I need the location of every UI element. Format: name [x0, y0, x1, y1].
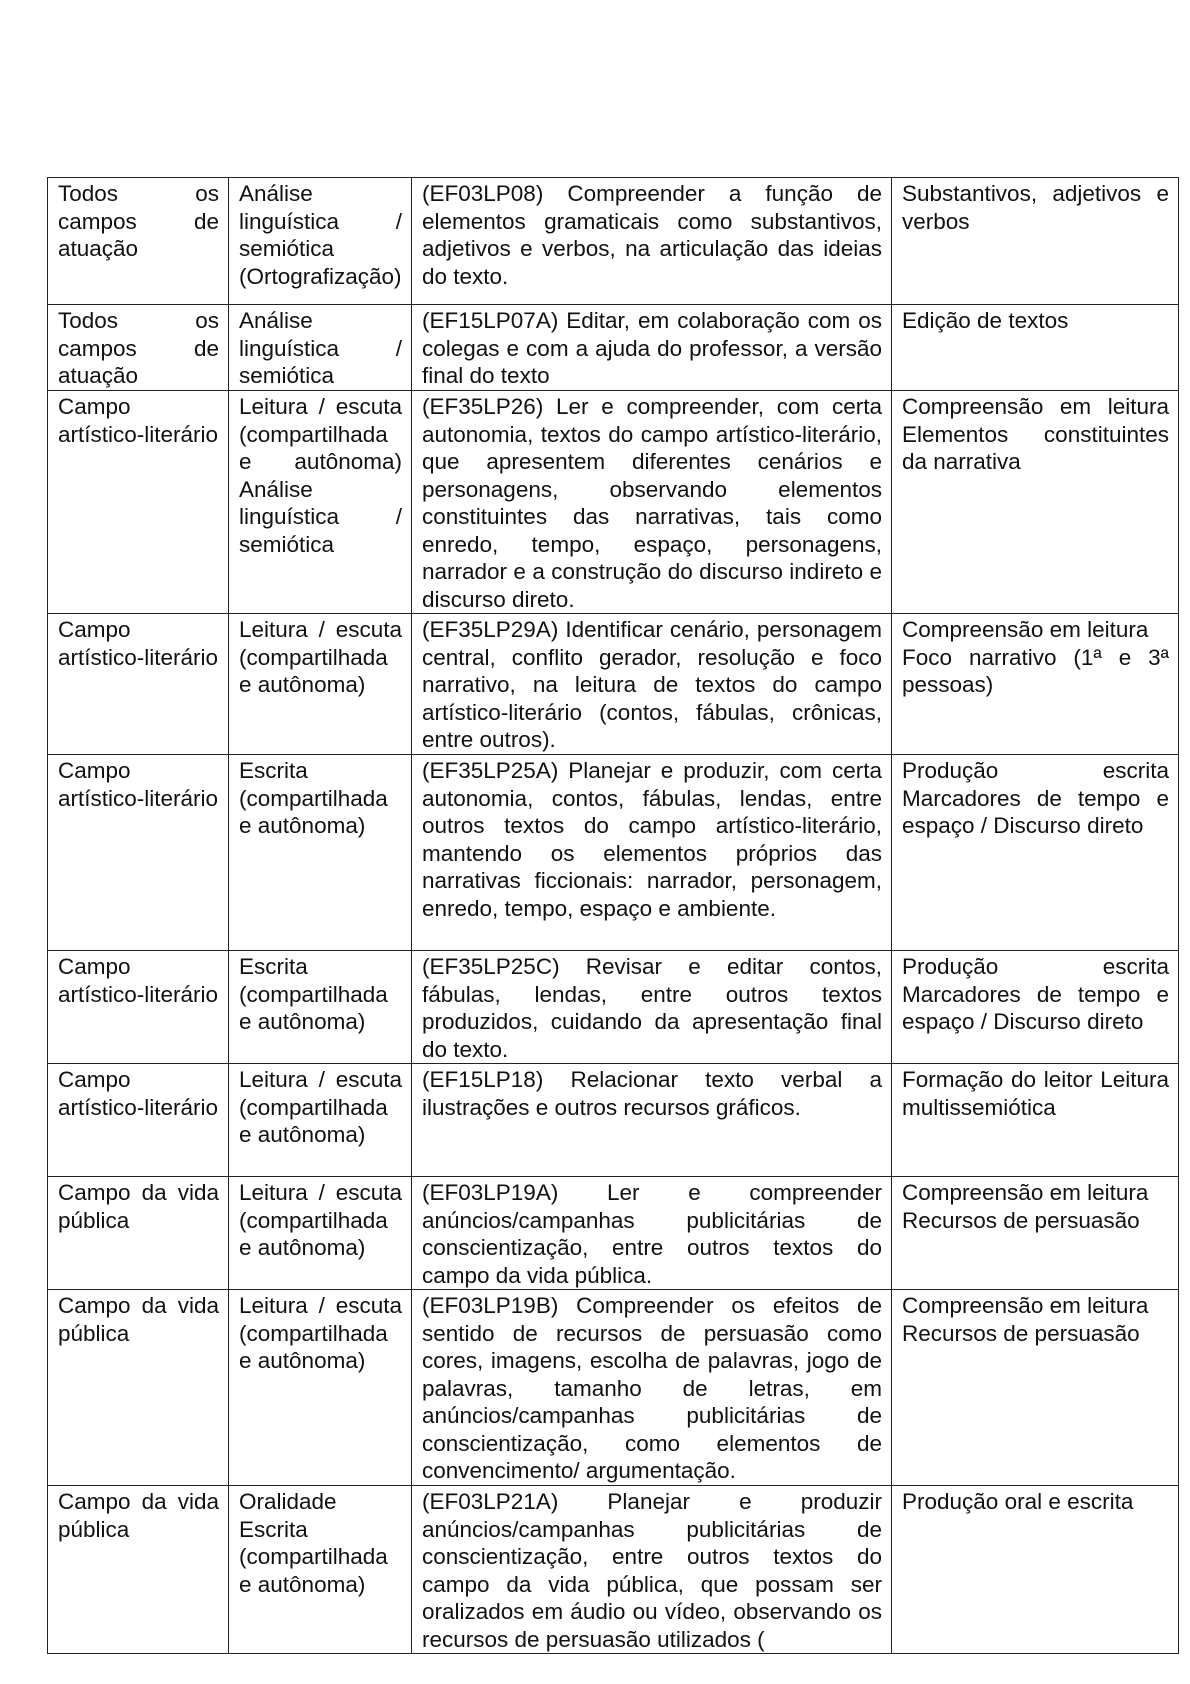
- skill-cell: (EF15LP07A) Editar, em colaboração com os colegas e com a ajuda do professor, a versão final do texto: [412, 305, 892, 391]
- field-cell: Campo artístico-literário: [48, 614, 229, 755]
- skill-cell: (EF35LP25C) Revisar e editar contos, fábulas, lendas, entre outros textos produzidos, cuidando da apresentação final do texto.: [412, 951, 892, 1064]
- table-row: [48, 951, 1179, 1064]
- curriculum-table: [47, 177, 1179, 1654]
- practice-cell: Escrita (compartilhada e autônoma): [229, 951, 412, 1064]
- object-cell: Compreensão em leitura Elementos constituintes da narrativa: [892, 391, 1179, 614]
- table-row: [48, 391, 1179, 614]
- skill-cell: (EF35LP29A) Identificar cenário, personagem central, conflito gerador, resolução e foco narrativo, na leitura de textos do campo artístico-literário (contos, fábulas, crônicas, entre outros).: [412, 614, 892, 755]
- object-cell: Produção escrita Marcadores de tempo e espaço / Discurso direto: [892, 951, 1179, 1064]
- table-row: [48, 305, 1179, 391]
- object-cell: Edição de textos: [892, 305, 1179, 391]
- practice-cell: Análise linguística / semiótica: [229, 305, 412, 391]
- practice-cell: Leitura / escuta (compartilhada e autônoma): [229, 1064, 412, 1177]
- practice-cell: Análise linguística / semiótica (Ortografização): [229, 178, 412, 305]
- skill-cell: (EF03LP21A) Planejar e produzir anúncios/campanhas publicitárias de conscientização, entre outros textos do campo da vida pública, que possam ser oralizados em áudio ou vídeo, observando os recursos de persuasão utilizados (: [412, 1486, 892, 1654]
- table-row: [48, 1064, 1179, 1177]
- skill-cell: (EF35LP25A) Planejar e produzir, com certa autonomia, contos, fábulas, lendas, entre outros textos do campo artístico-literário, mantendo os elementos próprios das narrativas ficcionais: narrador, personagem, enredo, tempo, espaço e ambiente.: [412, 755, 892, 951]
- table-row: [48, 755, 1179, 951]
- object-cell: Substantivos, adjetivos e verbos: [892, 178, 1179, 305]
- skill-cell: (EF15LP18) Relacionar texto verbal a ilustrações e outros recursos gráficos.: [412, 1064, 892, 1177]
- field-cell: Campo artístico-literário: [48, 755, 229, 951]
- practice-cell: Leitura / escuta (compartilhada e autônoma) Análise linguística / semiótica: [229, 391, 412, 614]
- document-page: [47, 177, 1178, 1654]
- skill-cell: (EF03LP19B) Compreender os efeitos de sentido de recursos de persuasão como cores, imagens, escolha de palavras, jogo de palavras, tamanho de letras, em anúncios/campanhas publicitárias de conscientização, como elementos de convencimento/ argumentação.: [412, 1290, 892, 1486]
- table-row: [48, 1177, 1179, 1290]
- object-cell: Compreensão em leitura Recursos de persuasão: [892, 1290, 1179, 1486]
- table-row: [48, 178, 1179, 305]
- object-cell: Formação do leitor Leitura multissemiótica: [892, 1064, 1179, 1177]
- field-cell: Todos os campos de atuação: [48, 305, 229, 391]
- table-row: [48, 1290, 1179, 1486]
- table-row: [48, 614, 1179, 755]
- practice-cell: Leitura / escuta (compartilhada e autônoma): [229, 1177, 412, 1290]
- skill-cell: (EF03LP08) Compreender a função de elementos gramaticais como substantivos, adjetivos e verbos, na articulação das ideias do texto.: [412, 178, 892, 305]
- practice-cell: Escrita (compartilhada e autônoma): [229, 755, 412, 951]
- object-cell: Produção oral e escrita: [892, 1486, 1179, 1654]
- field-cell: Todos os campos de atuação: [48, 178, 229, 305]
- field-cell: Campo da vida pública: [48, 1290, 229, 1486]
- field-cell: Campo da vida pública: [48, 1177, 229, 1290]
- table-row: [48, 1486, 1179, 1654]
- field-cell: Campo artístico-literário: [48, 391, 229, 614]
- practice-cell: Leitura / escuta (compartilhada e autônoma): [229, 614, 412, 755]
- object-cell: Compreensão em leitura Foco narrativo (1ª e 3ª pessoas): [892, 614, 1179, 755]
- practice-cell: Oralidade Escrita (compartilhada e autônoma): [229, 1486, 412, 1654]
- skill-cell: (EF03LP19A) Ler e compreender anúncios/campanhas publicitárias de conscientização, entre outros textos do campo da vida pública.: [412, 1177, 892, 1290]
- object-cell: Produção escrita Marcadores de tempo e espaço / Discurso direto: [892, 755, 1179, 951]
- object-cell: Compreensão em leitura Recursos de persuasão: [892, 1177, 1179, 1290]
- field-cell: Campo da vida pública: [48, 1486, 229, 1654]
- field-cell: Campo artístico-literário: [48, 951, 229, 1064]
- practice-cell: Leitura / escuta (compartilhada e autônoma): [229, 1290, 412, 1486]
- field-cell: Campo artístico-literário: [48, 1064, 229, 1177]
- skill-cell: (EF35LP26) Ler e compreender, com certa autonomia, textos do campo artístico-literário, que apresentem diferentes cenários e personagens, observando elementos constituintes das narrativas, tais como enredo, tempo, espaço, personagens, narrador e a construção do discurso indireto e discurso direto.: [412, 391, 892, 614]
